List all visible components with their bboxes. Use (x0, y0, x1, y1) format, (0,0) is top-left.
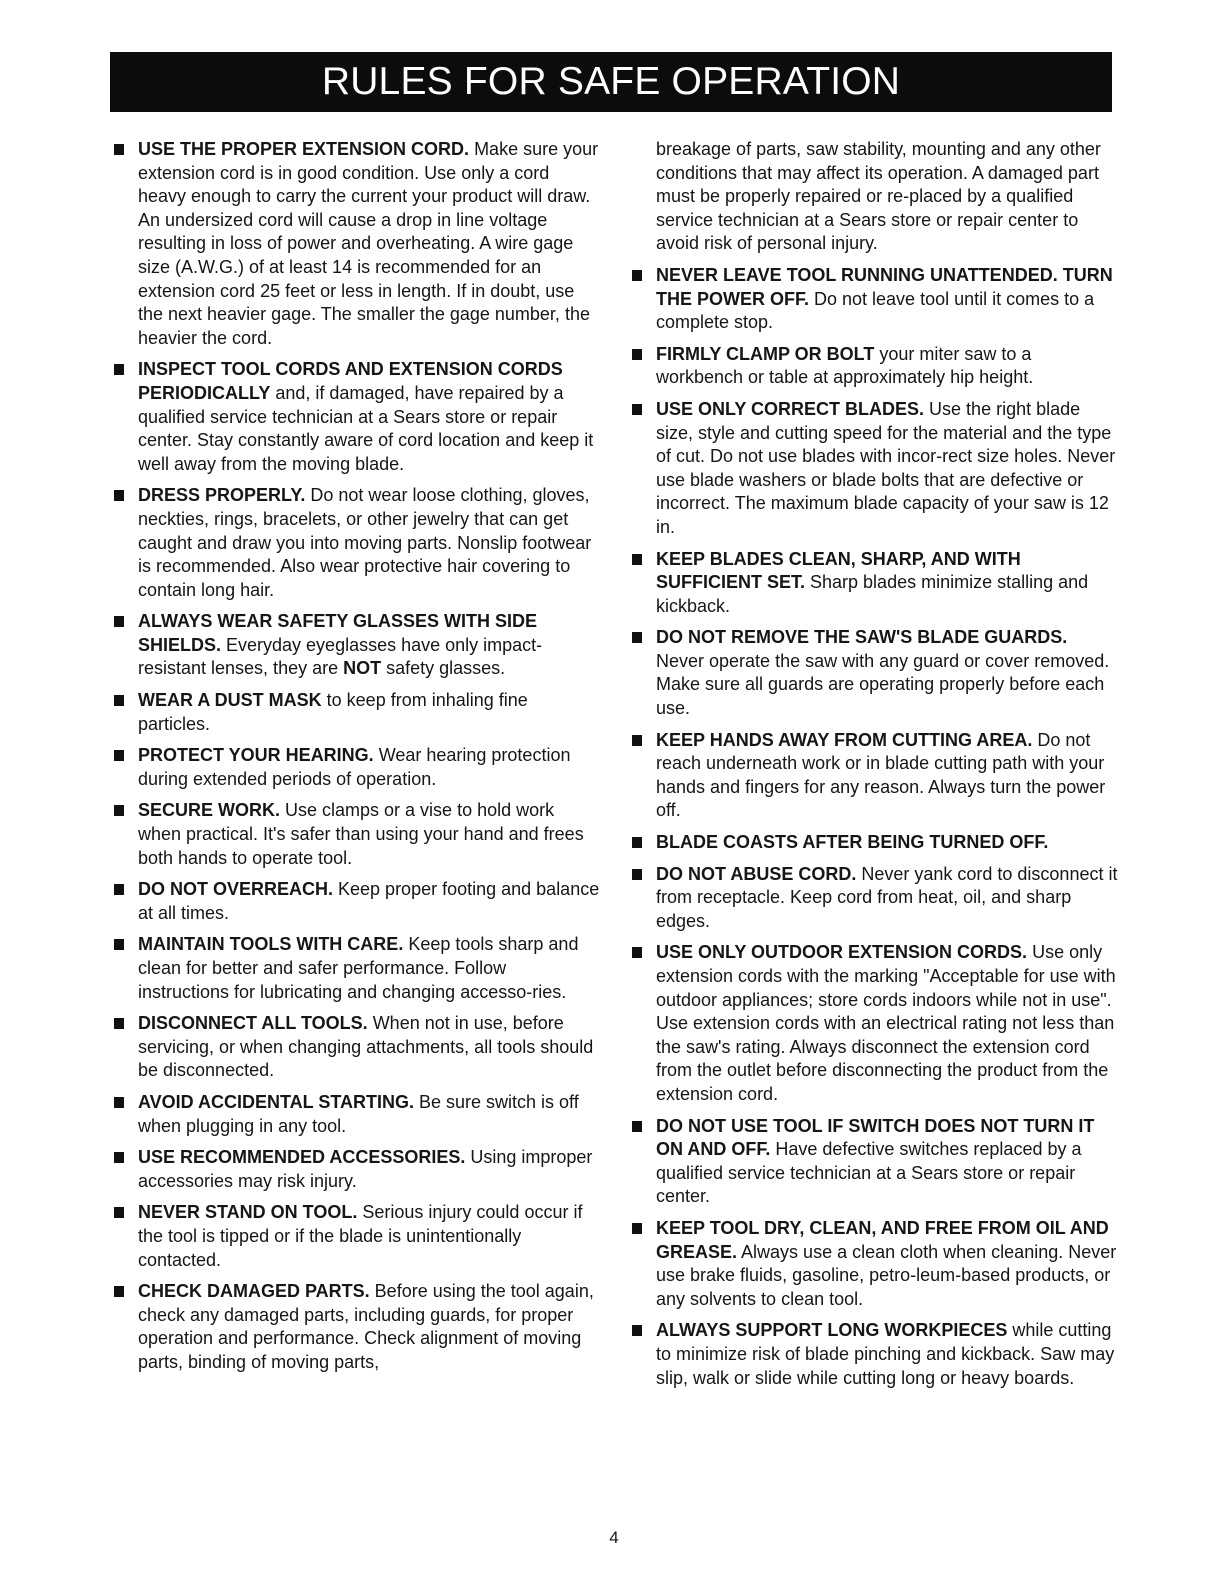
rule-lead: DO NOT USE TOOL IF SWITCH DOES NOT TURN IT ON AND OFF. (656, 1115, 1095, 1160)
rule-body: Never operate the saw with any guard or cover removed. Make sure all guards are operating properly before each use. (656, 650, 1110, 719)
rule-lead: AVOID ACCIDENTAL STARTING. (138, 1091, 414, 1112)
rule-lead: ALWAYS WEAR SAFETY GLASSES WITH SIDE SHIELDS. (138, 611, 538, 655)
rule-body: Keep proper footing and balance at all times. (138, 879, 600, 923)
rule-continuation: breakage of parts, saw stability, mounting and any other conditions that may affect its operation. A damaged part must be properly repaired or re-placed by a qualified service technician at a Sears store or repair center to avoid risk of personal injury. (656, 139, 1101, 254)
square-bullet-icon (632, 270, 642, 281)
rule-lead: DO NOT OVERREACH. (138, 879, 334, 900)
rule-body: Everyday eyeglasses have only impact-resistant lenses, they are (138, 634, 543, 679)
rule-item (112, 138, 602, 350)
rule-body: to keep from inhaling fine particles. (138, 690, 528, 734)
rule-item (112, 933, 602, 1004)
left-column (112, 138, 602, 1383)
rule-lead: DISCONNECT ALL TOOLS. (138, 1013, 368, 1034)
square-bullet-icon (114, 364, 124, 375)
rule-body: Be sure switch is off when plugging in any tool. (138, 1091, 579, 1136)
rule-item (112, 799, 602, 870)
rule-body: Make sure your extension cord is in good condition. Use only a cord heavy enough to carry the current your product will draw. An undersized cord will cause a drop in line voltage resulting in loss of power and overheating. A wire gage size (A.W.G.) of at least 14 is recommended for an extension cord 25 feet or less in length. If in doubt, use the next heavier gage. The smaller the gage number, the heavier the cord. (138, 139, 599, 348)
rule-item (630, 863, 1120, 934)
rule-lead: KEEP BLADES CLEAN, SHARP, AND WITH SUFFICIENT SET. (656, 548, 1021, 593)
square-bullet-icon (114, 1152, 124, 1163)
rule-body: Do not reach underneath work or in blade cutting path with your hands and fingers for any reason. Always turn the power off. (656, 729, 1106, 821)
rule-lead: DRESS PROPERLY. (138, 485, 306, 506)
square-bullet-icon (114, 805, 124, 816)
rule-body: while cutting to minimize risk of blade pinching and kickback. Saw may slip, walk or slide while cutting long or heavy boards. (656, 1320, 1115, 1388)
rule-lead: ALWAYS SUPPORT LONG WORKPIECES (656, 1320, 1008, 1341)
square-bullet-icon (114, 1018, 124, 1029)
title-banner (110, 52, 1112, 112)
square-bullet-icon (632, 1325, 642, 1336)
square-bullet-icon (114, 939, 124, 950)
rule-lead: PROTECT YOUR HEARING. (138, 745, 374, 766)
rule-body: Keep tools sharp and clean for better and safer performance. Follow instructions for lubricating and changing accesso-ries. (138, 934, 579, 1002)
rule-item (630, 398, 1120, 540)
square-bullet-icon (114, 884, 124, 895)
rule-item (630, 1217, 1120, 1311)
rule-item (112, 358, 602, 476)
rule-lead: FIRMLY CLAMP OR BOLT (656, 343, 875, 364)
rule-body: Sharp blades minimize stalling and kickback. (656, 572, 1089, 616)
rule-body: Before using the tool again, check any damaged parts, including guards, for proper operation and performance. Check alignment of moving parts, binding of moving parts, (138, 1281, 594, 1372)
square-bullet-icon (114, 1097, 124, 1108)
rule-body: Always use a clean cloth when cleaning. Never use brake fluids, gasoline, petro-leum-based products, or any solvents to clean tool. (656, 1241, 1117, 1309)
square-bullet-icon (632, 1223, 642, 1234)
rule-item (630, 264, 1120, 335)
rule-tail: safety glasses. (381, 658, 506, 679)
rule-lead: USE ONLY CORRECT BLADES. (656, 398, 925, 419)
rule-body: When not in use, before servicing, or when changing attachments, all tools should be disconnected. (138, 1013, 594, 1081)
rule-lead: SECURE WORK. (138, 800, 281, 821)
page-number: 4 (609, 1528, 619, 1547)
rule-item (112, 689, 602, 736)
square-bullet-icon (632, 947, 642, 958)
square-bullet-icon (114, 144, 124, 155)
rule-lead: MAINTAIN TOOLS WITH CARE. (138, 934, 404, 955)
rule-lead: USE THE PROPER EXTENSION CORD. (138, 139, 470, 159)
rule-lead: CHECK DAMAGED PARTS. (138, 1281, 370, 1302)
rule-body: Use the right blade size, style and cutting speed for the material and the type of cut. Do not use blades with incor-rect size holes. Never use blade washers or blade bolts that are defective or incorrect. The maximum blade capacity of your saw is 12 in. (656, 398, 1116, 537)
rule-item (112, 744, 602, 791)
rule-item (112, 1012, 602, 1083)
rule-body: Never yank cord to disconnect it from receptacle. Keep cord from heat, oil, and sharp edges. (656, 863, 1118, 931)
rule-body: Using improper accessories may risk injury. (138, 1147, 593, 1191)
rule-lead: BLADE COASTS AFTER BEING TURNED OFF. (656, 832, 1049, 853)
square-bullet-icon (632, 735, 642, 746)
rule-item (630, 343, 1120, 390)
square-bullet-icon (632, 632, 642, 643)
rule-item (630, 729, 1120, 823)
rule-item (112, 1091, 602, 1138)
rule-item (630, 626, 1120, 720)
rule-body: Wear hearing protection during extended periods of operation. (138, 745, 571, 789)
page-title: RULES FOR SAFE OPERATION (321, 60, 901, 103)
rule-lead: USE ONLY OUTDOOR EXTENSION CORDS. (656, 942, 1028, 963)
rule-lead: DO NOT REMOVE THE SAW'S BLADE GUARDS. (656, 627, 1068, 648)
rule-item (630, 1115, 1120, 1209)
rule-item (112, 484, 602, 602)
rule-lead: WEAR A DUST MASK (138, 690, 322, 711)
rule-emphasis: NOT (343, 658, 382, 679)
right-column (630, 138, 1120, 1398)
rule-body: Do not leave tool until it comes to a complete stop. (656, 288, 1095, 333)
rule-item (630, 941, 1120, 1106)
rule-lead: KEEP TOOL DRY, CLEAN, AND FREE FROM OIL AND GREASE. (656, 1217, 1109, 1262)
rule-body: Serious injury could occur if the tool is tipped or if the blade is unintentionally contacted. (138, 1202, 583, 1270)
square-bullet-icon (114, 1207, 124, 1218)
square-bullet-icon (632, 349, 642, 360)
square-bullet-icon (114, 490, 124, 501)
rule-body: Use only extension cords with the marking "Acceptable for use with outdoor appliances; store cords indoors while not in use". Use extension cords with an electrical rating not less than the saw's rating. Always disconnect the extension cord from the outlet before disconnecting the product from the extension cord. (656, 942, 1116, 1104)
rule-item (112, 878, 602, 925)
square-bullet-icon (632, 404, 642, 415)
rule-item (112, 1201, 602, 1272)
rule-body: your miter saw to a workbench or table at approximately hip height. (656, 343, 1034, 388)
square-bullet-icon (114, 1286, 124, 1297)
square-bullet-icon (632, 1121, 642, 1132)
rule-body: Use clamps or a vise to hold work when practical. It's safer than using your hand and frees both hands to operate tool. (138, 800, 584, 868)
rule-item (630, 548, 1120, 619)
square-bullet-icon (632, 837, 642, 848)
rule-lead: KEEP HANDS AWAY FROM CUTTING AREA. (656, 729, 1033, 750)
square-bullet-icon (632, 554, 642, 565)
square-bullet-icon (632, 869, 642, 880)
rule-item (112, 610, 602, 681)
rule-item (630, 831, 1120, 855)
rule-body: Have defective switches replaced by a qualified service technician at a Sears store or repair center. (656, 1139, 1082, 1207)
rule-lead: USE RECOMMENDED ACCESSORIES. (138, 1147, 466, 1168)
rule-body: and, if damaged, have repaired by a qualified service technician at a Sears store or repair center. Stay constantly aware of cord location and keep it well away from the moving blade. (138, 382, 594, 474)
rule-body: Do not wear loose clothing, gloves, neckties, rings, bracelets, or other jewelry that can get caught and draw you into moving parts. Nonslip footwear is recommended. Also wear protective hair covering to contain long hair. (138, 485, 592, 600)
rule-item (112, 1280, 602, 1374)
rule-lead: NEVER LEAVE TOOL RUNNING UNATTENDED. TURN THE POWER OFF. (656, 264, 1113, 309)
rule-item (112, 1146, 602, 1193)
rule-lead: INSPECT TOOL CORDS AND EXTENSION CORDS PERIODICALLY (138, 359, 563, 403)
square-bullet-icon (114, 750, 124, 761)
square-bullet-icon (114, 695, 124, 706)
rule-lead: NEVER STAND ON TOOL. (138, 1202, 358, 1223)
square-bullet-icon (114, 616, 124, 627)
rule-item (630, 1319, 1120, 1390)
rule-lead: DO NOT ABUSE CORD. (656, 863, 857, 884)
